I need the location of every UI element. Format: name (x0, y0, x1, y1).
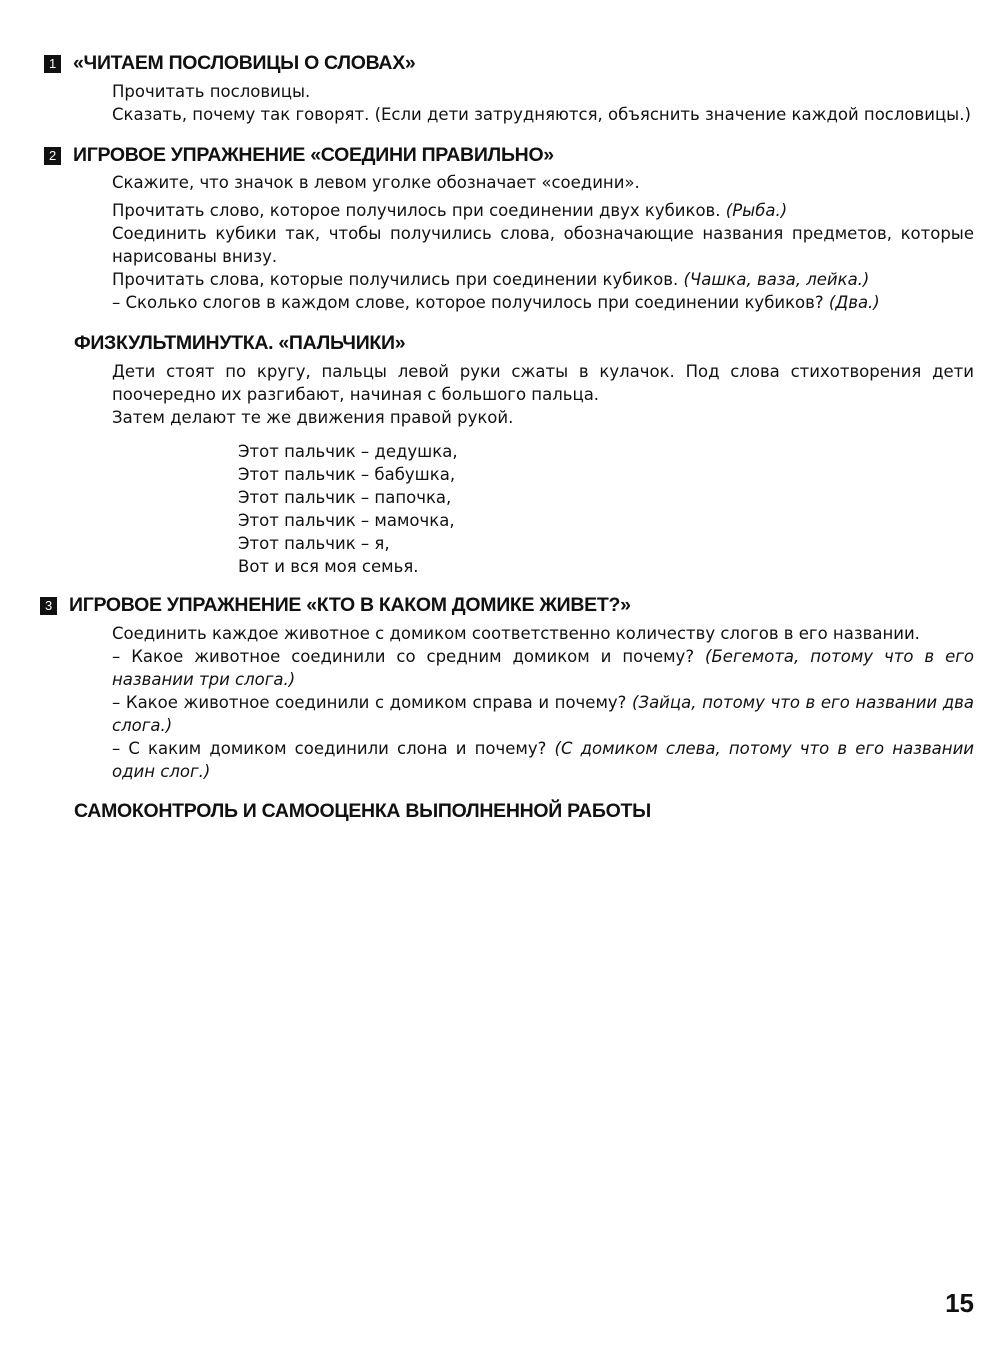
instruction-text: Прочитать слово, которое получилось при соединении двух кубиков. (112, 201, 721, 220)
section-number-badge: 3 (40, 597, 57, 615)
page-number: 15 (945, 1288, 974, 1318)
instruction-line: Скажите, что значок в левом уголке обозначает «соедини». (112, 173, 640, 192)
instruction-line: Затем делают те же движения правой рукой. (112, 408, 514, 427)
fizkultminutka-heading (74, 332, 405, 355)
section-2-heading (44, 144, 554, 167)
question-line (112, 645, 974, 691)
poem-line: Этот пальчик – папочка, (238, 488, 452, 507)
fizkultminutka-body (112, 360, 974, 429)
instruction-line: Соединить каждое животное с домиком соответственно количеству слогов в его названии. (112, 624, 920, 643)
section-2-body (112, 171, 974, 314)
answer-text: (С домиком слева, потому что в его названии один слог.) (112, 739, 975, 781)
poem (238, 440, 458, 578)
section-title: ИГРОВОЕ УПРАЖНЕНИЕ «СОЕДИНИ ПРАВИЛЬНО» (73, 144, 554, 166)
section-title: «ЧИТАЕМ ПОСЛОВИЦЫ О СЛОВАХ» (73, 52, 416, 74)
answer-text: (Чашка, ваза, лейка.) (683, 270, 870, 289)
question-text: – Какое животное соединили с домиком справа и почему? (112, 693, 627, 712)
poem-line: Этот пальчик – мамочка, (238, 511, 455, 530)
instruction-line: Прочитать пословицы. (112, 82, 311, 101)
question-text: – Какое животное соединили со средним домиком и почему? (112, 647, 695, 666)
self-control-heading (74, 800, 651, 823)
poem-line: Этот пальчик – я, (238, 534, 390, 553)
section-1-body (112, 80, 974, 126)
instruction-line: Дети стоят по кругу, пальцы левой руки сжаты в кулачок. Под слова стихотворения дети поочередно их разгибают, начиная с большого пальца. (112, 362, 974, 404)
answer-text: (Бегемота, потому что в его названии три слога.) (112, 647, 974, 689)
question-line (112, 691, 974, 737)
section-number-badge: 1 (44, 55, 61, 73)
instruction-line: Соединить кубики так, чтобы получились слова, обозначающие названия предметов, которые нарисованы внизу. (112, 224, 974, 266)
answer-text: (Два.) (828, 293, 880, 312)
poem-line: Этот пальчик – бабушка, (238, 465, 456, 484)
question-text: – С каким домиком соединили слона и почему? (112, 739, 547, 758)
answer-text: (Рыба.) (725, 201, 788, 220)
poem-line: Вот и вся моя семья. (238, 557, 419, 576)
section-title: САМОКОНТРОЛЬ И САМООЦЕНКА ВЫПОЛНЕННОЙ РАБОТЫ (74, 800, 651, 822)
section-1-heading (44, 52, 415, 75)
instruction-text: Прочитать слова, которые получились при соединении кубиков. (112, 270, 679, 289)
section-3-heading (40, 594, 631, 617)
question-line (112, 737, 974, 783)
question-text: – Сколько слогов в каждом слове, которое получилось при соединении кубиков? (112, 293, 824, 312)
section-title: ИГРОВОЕ УПРАЖНЕНИЕ «КТО В КАКОМ ДОМИКЕ ЖИВЕТ?» (69, 594, 631, 616)
instruction-line: Сказать, почему так говорят. (Если дети затрудняются, объяснить значение каждой пословицы.) (112, 105, 971, 124)
question-line (112, 291, 974, 314)
section-number-badge: 2 (44, 147, 61, 165)
section-3-body (112, 622, 974, 783)
instruction-line (112, 268, 974, 291)
answer-text: (Зайца, потому что в его названии два слога.) (112, 693, 974, 735)
instruction-line (112, 199, 974, 222)
poem-line: Этот пальчик – дедушка, (238, 442, 458, 461)
section-title: ФИЗКУЛЬТМИНУТКА. «ПАЛЬЧИКИ» (74, 332, 406, 354)
